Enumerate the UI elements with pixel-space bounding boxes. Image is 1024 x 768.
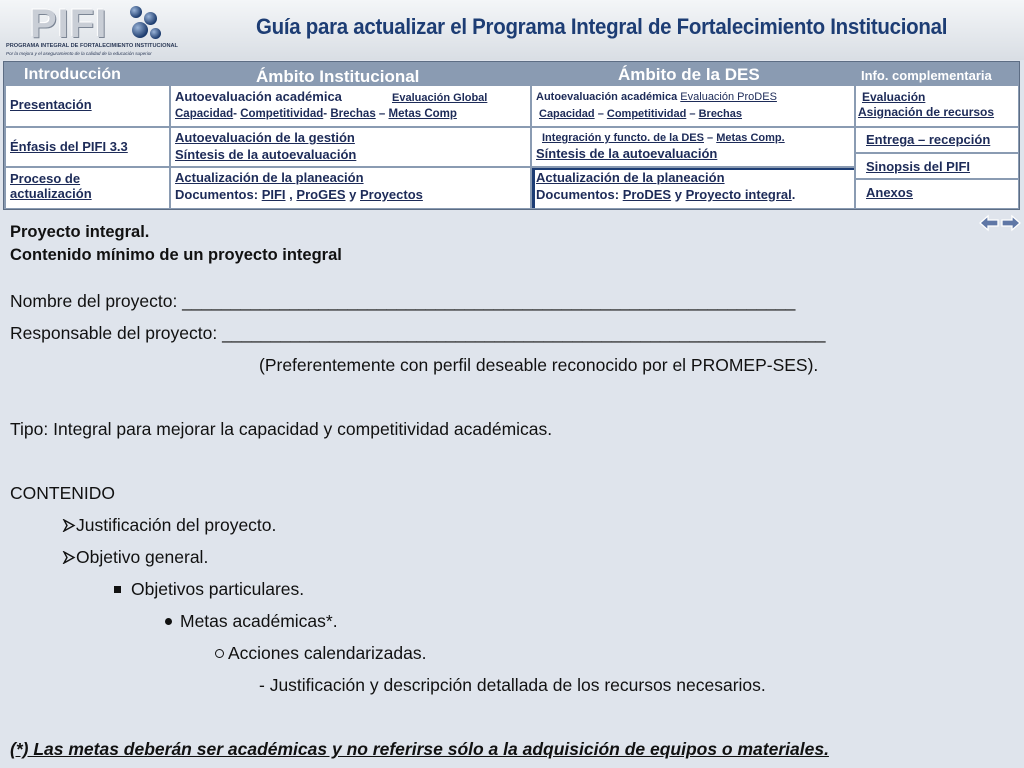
header bbox=[0, 0, 1024, 60]
link-proyecto-integral[interactable]: Proyecto integral bbox=[685, 187, 792, 202]
section-subtitle: Contenido mínimo de un proyecto integral bbox=[10, 246, 342, 264]
logo-dot-icon bbox=[150, 28, 161, 39]
separator: – bbox=[707, 132, 714, 144]
nav-header-ambito-des[interactable]: Ámbito de la DES bbox=[618, 65, 760, 84]
separator: y bbox=[349, 187, 357, 202]
logo-subtagline: Por la mejora y el aseguramiento de la calidad de la educación superior bbox=[6, 51, 152, 56]
list-item-metas bbox=[165, 611, 338, 632]
list-item-text: Metas académicas*. bbox=[180, 611, 338, 631]
link-sinopsis-pifi[interactable]: Sinopsis del PIFI bbox=[866, 159, 971, 174]
link-des-capacidad[interactable]: Capacidad bbox=[539, 108, 595, 120]
right-arrow-icon[interactable] bbox=[1001, 214, 1021, 232]
nav-header-introduccion[interactable]: Introducción bbox=[24, 66, 121, 83]
list-item-text: Objetivos particulares. bbox=[131, 579, 305, 599]
separator: - bbox=[323, 108, 328, 120]
link-des-sintesis[interactable]: Síntesis de la autoevaluación bbox=[536, 146, 718, 161]
link-brechas[interactable]: Brechas bbox=[330, 108, 376, 120]
link-sintesis-autoevaluacion[interactable]: Síntesis de la autoevaluación bbox=[175, 147, 357, 162]
list-item-acciones bbox=[215, 643, 426, 664]
list-item-text: Acciones calendarizadas. bbox=[228, 643, 427, 663]
nav-header-ambito-institucional[interactable]: Ámbito Institucional bbox=[256, 67, 420, 86]
des-documentos bbox=[536, 187, 795, 202]
field-responsable-proyecto: Responsable del proyecto: ______________________________________________________________ bbox=[10, 323, 826, 343]
separator: – bbox=[689, 108, 696, 120]
list-item-objetivo-general bbox=[62, 547, 208, 568]
link-evaluacion-global[interactable]: Evaluación Global bbox=[392, 92, 488, 104]
navigation-panel bbox=[3, 61, 1020, 210]
link-proyectos[interactable]: Proyectos bbox=[360, 187, 423, 202]
list-item-recursos: - Justificación y descripción detallada de los recursos necesarios. bbox=[259, 675, 766, 695]
link-actualizacion-planeacion[interactable]: Actualización de la planeación bbox=[175, 170, 364, 185]
des-row2 bbox=[539, 107, 742, 122]
documentos-label: Documentos: bbox=[175, 187, 259, 202]
link-enfasis-pifi[interactable]: Énfasis del PIFI 3.3 bbox=[10, 139, 128, 154]
logo-dot-icon bbox=[130, 6, 142, 18]
list-item-objetivos-particulares bbox=[114, 579, 304, 600]
link-competitividad[interactable]: Competitividad bbox=[240, 108, 324, 120]
list-item-text: Objetivo general. bbox=[76, 547, 209, 567]
arrow-bullet-icon bbox=[62, 515, 76, 536]
link-capacidad[interactable]: Capacidad bbox=[175, 108, 234, 120]
link-des-metas-comp[interactable]: Metas Comp. bbox=[716, 132, 785, 144]
link-anexos[interactable]: Anexos bbox=[866, 185, 913, 200]
link-proges[interactable]: ProGES bbox=[296, 187, 346, 202]
link-proceso-actualizacion[interactable] bbox=[10, 171, 92, 201]
subheader bbox=[0, 214, 1024, 275]
link-autoevaluacion-gestion[interactable]: Autoevaluación de la gestión bbox=[175, 130, 355, 145]
left-arrow-icon[interactable] bbox=[979, 214, 999, 232]
separator: y bbox=[674, 187, 682, 202]
documentos-label: Documentos: bbox=[536, 187, 620, 202]
link-integracion-des[interactable]: Integración y functo. de la DES bbox=[542, 132, 704, 144]
link-autoevaluacion-academica[interactable]: Autoevaluación académica bbox=[175, 89, 342, 104]
link-metas-comp[interactable]: Metas Comp bbox=[388, 108, 457, 120]
content-area bbox=[0, 282, 1024, 768]
separator: , bbox=[289, 187, 293, 202]
link-entrega-recepcion[interactable]: Entrega – recepción bbox=[866, 132, 991, 147]
link-evaluacion-prodes[interactable]: Evaluación ProDES bbox=[680, 91, 777, 103]
footnote-metas: (*) Las metas deberán ser académicas y no referirse sólo a la adquisición de equipos o materiales. bbox=[10, 739, 829, 759]
separator: – bbox=[597, 108, 604, 120]
link-des-brechas[interactable]: Brechas bbox=[698, 108, 743, 120]
institucional-documentos bbox=[175, 187, 423, 202]
link-pifi[interactable]: PIFI bbox=[261, 187, 286, 202]
separator: – bbox=[378, 108, 386, 120]
link-proceso-line1: Proceso de bbox=[10, 171, 81, 186]
pifi-logo bbox=[4, 2, 202, 58]
perfil-note: (Preferentemente con perfil deseable reconocido por el PROMEP-SES). bbox=[259, 355, 819, 375]
separator: . bbox=[791, 187, 796, 202]
disc-bullet-icon bbox=[165, 618, 172, 625]
link-presentacion[interactable]: Presentación bbox=[10, 97, 92, 112]
link-des-competitividad[interactable]: Competitividad bbox=[606, 108, 687, 120]
link-asignacion-recursos[interactable]: Asignación de recursos bbox=[858, 105, 995, 119]
circle-bullet-icon bbox=[215, 649, 224, 658]
link-des-autoevaluacion bbox=[536, 90, 777, 105]
list-item-justificacion bbox=[62, 515, 276, 536]
page-title: Guía para actualizar el Programa Integral de Fortalecimiento Institucional bbox=[256, 14, 948, 39]
link-evaluacion[interactable]: Evaluación bbox=[862, 90, 926, 104]
link-proceso-line2: actualización bbox=[10, 186, 92, 201]
link-des-actualizacion[interactable]: Actualización de la planeación bbox=[536, 170, 725, 185]
separator: - bbox=[233, 108, 238, 120]
des-row3 bbox=[542, 131, 785, 146]
nav-header-info-complementaria[interactable]: Info. complementaria bbox=[861, 68, 992, 83]
field-nombre-proyecto: Nombre del proyecto: _______________________________________________________________ bbox=[10, 291, 796, 311]
logo-dot-icon bbox=[132, 22, 148, 38]
list-item-text: Justificación del proyecto. bbox=[76, 515, 277, 535]
square-bullet-icon bbox=[114, 586, 121, 593]
logo-dot-icon bbox=[144, 12, 157, 25]
logo-tagline: PROGRAMA INTEGRAL DE FORTALECIMIENTO INSTITUCIONAL bbox=[6, 43, 178, 49]
institucional-row2 bbox=[175, 107, 457, 122]
logo-word: PIFI bbox=[30, 2, 108, 46]
section-title: Proyecto integral. bbox=[10, 223, 150, 241]
link-prodes[interactable]: ProDES bbox=[622, 187, 672, 202]
tipo-line: Tipo: Integral para mejorar la capacidad y competitividad académicas. bbox=[10, 419, 553, 439]
des-autoeval-label[interactable]: Autoevaluación académica bbox=[536, 91, 678, 103]
contenido-heading: CONTENIDO bbox=[10, 483, 115, 503]
arrow-bullet-icon bbox=[62, 547, 76, 568]
